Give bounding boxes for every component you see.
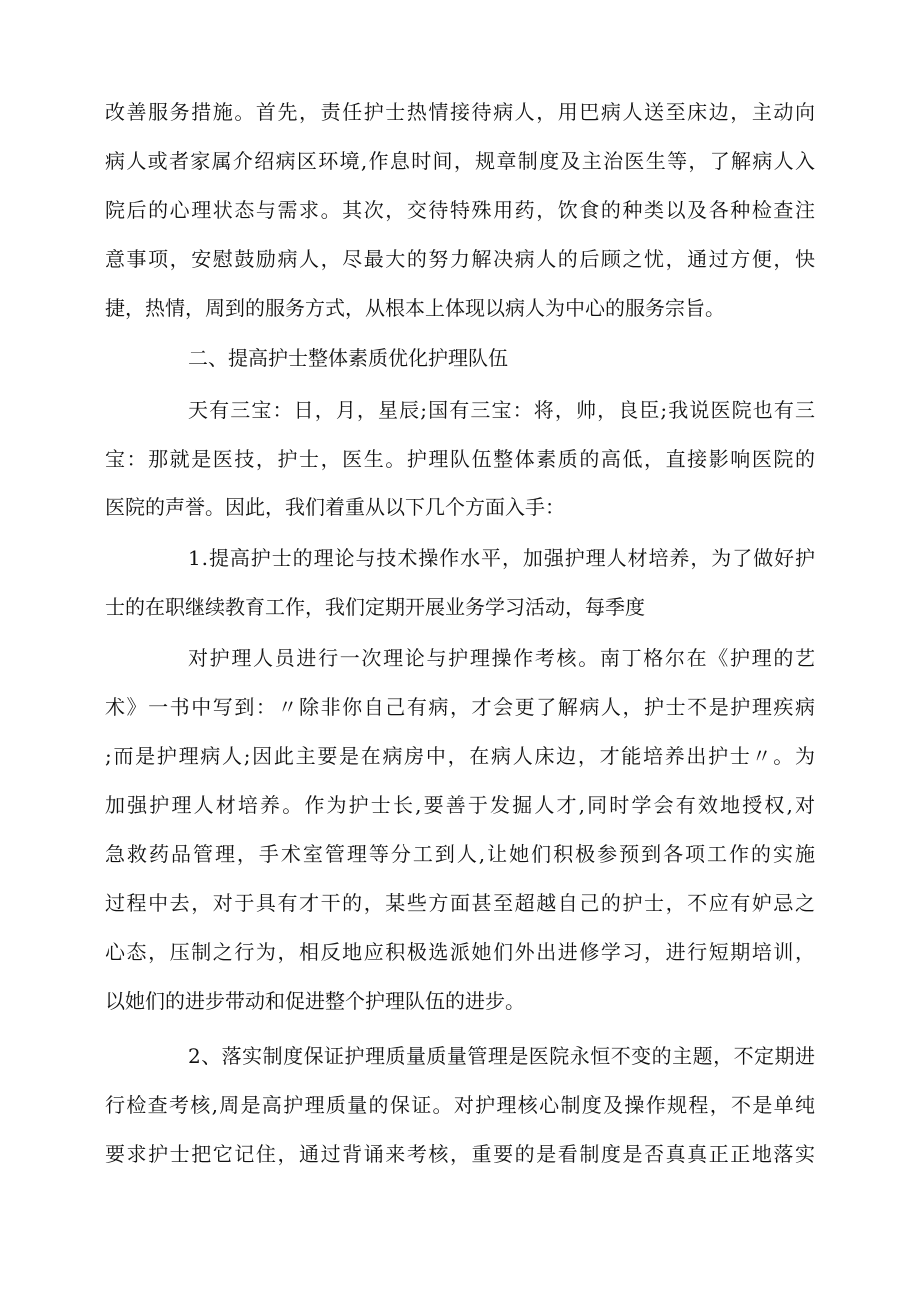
text-line: 天有三宝：日，月，星辰;国有三宝：将，帅，良臣;我说医院也有三 — [188, 398, 817, 422]
text-line: 2、落实制度保证护理质量质量管理是医院永恒不变的主题，不定期进 — [188, 1044, 816, 1068]
text-line: 士的在职继续教育工作，我们定期开展业务学习活动，每季度 — [105, 595, 645, 619]
text-line: 要求护士把它记住，通过背诵来考核，重要的是看制度是否真真正正地落实 — [105, 1142, 817, 1166]
text-line: 意事项，安慰鼓励病人，尽最大的努力解决病人的后顾之忧，通过方便，快 — [105, 247, 817, 271]
text-line: 急救药品管理，手术室管理等分工到人,让她们积极参预到各项工作的实施 — [105, 842, 817, 866]
text-line: ;而是护理病人;因此主要是在病房中，在病人床边，才能培养出护士〃。为 — [105, 744, 817, 768]
text-line: 1.提高护士的理论与技术操作水平，加强护理人材培养，为了做好护 — [188, 546, 816, 570]
text-line: 病人或者家属介绍病区环境,作息时间，规章制度及主治医生等，了解病人入 — [105, 149, 817, 173]
text-line: 以她们的进步带动和促进整个护理队伍的进步。 — [105, 989, 525, 1013]
text-line: 捷，热情，周到的服务方式，从根本上体现以病人为中心的服务宗旨。 — [105, 296, 725, 320]
text-line: 术》一书中写到：〃除非你自己有病，才会更了解病人，护士不是护理疾病 — [105, 695, 817, 719]
text-line: 加强护理人材培养。作为护士长,要善于发掘人才,同时学会有效地授权,对 — [105, 793, 818, 817]
text-line: 医院的声誉。因此，我们着重从以下几个方面入手： — [105, 495, 565, 519]
text-line: 对护理人员进行一次理论与护理操作考核。南丁格尔在《护理的艺 — [188, 646, 817, 670]
heading-text: 二、提高护士整体素质优化护理队伍 — [188, 346, 508, 370]
text-line: 改善服务措施。首先，责任护士热情接待病人，用巴病人送至床边，主动向 — [105, 100, 817, 124]
text-line: 过程中去，对于具有才干的，某些方面甚至超越自己的护士，不应有妒忌之 — [105, 891, 817, 915]
text-line: 宝：那就是医技，护士，医生。护理队伍整体素质的高低，直接影响医院的 — [105, 447, 817, 471]
text-line: 行检查考核,周是高护理质量的保证。对护理核心制度及操作规程，不是单纯 — [105, 1093, 817, 1117]
text-line: 心态，压制之行为，相反地应积极选派她们外出进修学习，进行短期培训， — [105, 940, 817, 964]
text-line: 院后的心理状态与需求。其次，交待特殊用药，饮食的种类以及各种检查注 — [105, 198, 817, 222]
